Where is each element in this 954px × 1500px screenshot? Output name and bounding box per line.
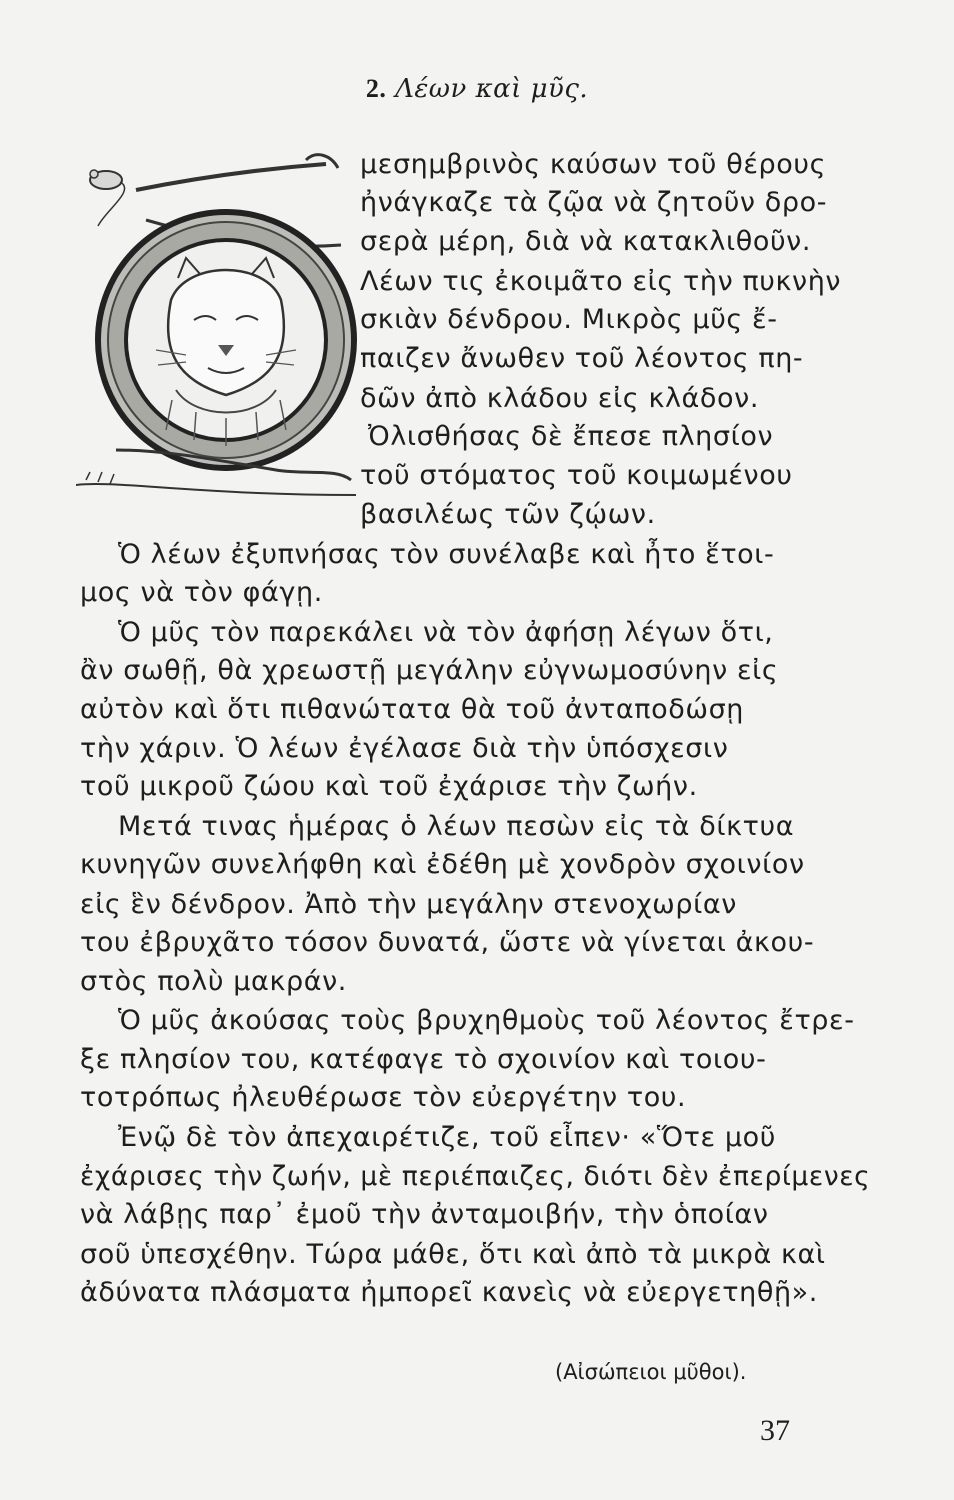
text-line: Μετά τινας ἡμέρας ὁ λέων πεσὼν εἰς τὰ δίκτυα bbox=[118, 811, 795, 842]
text-line: παιζεν ἄνωθεν τοῦ λέοντος πη- bbox=[360, 343, 804, 374]
text-line: δῶν ἀπὸ κλάδου εἰς κλάδον. bbox=[360, 383, 760, 414]
text-line: ἀδύνατα πλάσματα ἠμπορεῖ κανεὶς νὰ εὐεργετηθῇ». bbox=[80, 1277, 818, 1308]
text-line: βασιλέως τῶν ζῴων. bbox=[360, 499, 656, 530]
text-line: Λέων τις ἐκοιμᾶτο εἰς τὴν πυκνὴν bbox=[360, 266, 842, 297]
text-line: εἰς ἓν δένδρον. Ἀπὸ τὴν μεγάλην στενοχωρίαν bbox=[80, 889, 737, 920]
text-line: Ὁ μῦς τὸν παρεκάλει νὰ τὸν ἀφήσῃ λέγων ὅτι, bbox=[118, 617, 774, 648]
text-line: Ὀλισθήσας δὲ ἔπεσε πλησίον bbox=[368, 421, 774, 452]
text-line: σοῦ ὑπεσχέθην. Τώρα μάθε, ὅτι καὶ ἀπὸ τὰ μικρὰ καὶ bbox=[80, 1239, 826, 1270]
story-title-text: Λέων καὶ μῦς. bbox=[395, 74, 589, 104]
text-line: τοτρόπως ἠλευθέρωσε τὸν εὐεργέτην του. bbox=[80, 1082, 687, 1113]
text-line: αὐτὸν καὶ ὅτι πιθανώτατα θὰ τοῦ ἀνταποδώσῃ bbox=[80, 694, 745, 725]
mouse-icon bbox=[90, 170, 125, 226]
story-number: 2. bbox=[365, 74, 387, 103]
text-line: μεσημβρινὸς καύσων τοῦ θέρους bbox=[360, 149, 827, 180]
text-line: νὰ λάβῃς παρ᾽ ἐμοῦ τὴν ἀνταμοιβήν, τὴν ὁποίαν bbox=[80, 1199, 769, 1230]
lion-in-ring-initial-icon bbox=[76, 150, 366, 510]
story-title bbox=[0, 74, 954, 104]
text-line: μος νὰ τὸν φάγῃ. bbox=[80, 577, 323, 608]
text-line: Ἐνῷ δὲ τὸν ἀπεχαιρέτιζε, τοῦ εἶπεν· «Ὅτε μοῦ bbox=[118, 1122, 777, 1153]
text-line: Ὁ μῦς ἀκούσας τοὺς βρυχηθμοὺς τοῦ λέοντος ἔτρε- bbox=[118, 1005, 855, 1036]
text-line: ἐχάρισες τὴν ζωήν, μὲ περιέπαιζες, διότι δὲν ἐπερίμενες bbox=[80, 1161, 871, 1192]
text-line: τὴν χάριν. Ὁ λέων ἐγέλασε διὰ τὴν ὑπόσχεσιν bbox=[80, 733, 729, 764]
text-line: ξε πλησίον του, κατέφαγε τὸ σχοινίον καὶ τοιου- bbox=[80, 1044, 767, 1075]
text-line: του ἐβρυχᾶτο τόσον δυνατά, ὥστε νὰ γίνεται ἀκου- bbox=[80, 927, 815, 958]
text-line: ἠνάγκαζε τὰ ζῷα νὰ ζητοῦν δρο- bbox=[360, 187, 828, 218]
text-line: σερὰ μέρη, διὰ νὰ κατακλιθοῦν. bbox=[360, 226, 812, 257]
text-line: στὸς πολὺ μακράν. bbox=[80, 966, 347, 997]
source-citation: (Αἰσώπειοι μῦθοι). bbox=[555, 1360, 747, 1384]
text-line: τοῦ στόματος τοῦ κοιμωμένου bbox=[360, 460, 793, 491]
text-line: τοῦ μικροῦ ζώου καὶ τοῦ ἐχάρισε τὴν ζωήν. bbox=[80, 771, 698, 802]
text-line: σκιὰν δένδρου. Μικρὸς μῦς ἔ- bbox=[360, 304, 778, 335]
page-number: 37 bbox=[760, 1414, 790, 1447]
text-line: ἂν σωθῇ, θὰ χρεωστῇ μεγάλην εὐγνωμοσύνην εἰς bbox=[80, 655, 779, 686]
text-line: κυνηγῶν συνελήφθη καὶ ἐδέθη μὲ χονδρὸν σχοινίον bbox=[80, 849, 805, 880]
text-line: Ὁ λέων ἐξυπνήσας τὸν συνέλαβε καὶ ἦτο ἕτοι- bbox=[118, 539, 775, 570]
